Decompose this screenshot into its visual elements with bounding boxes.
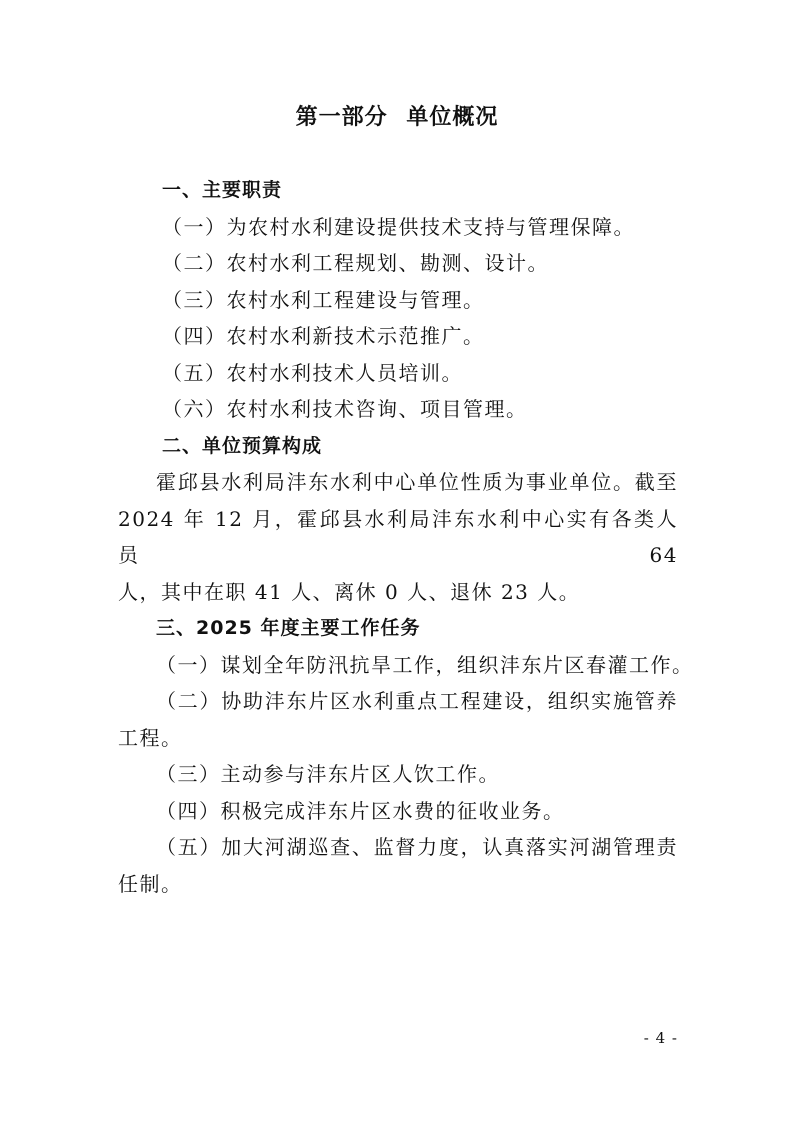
list-item: （四）农村水利新技术示范推广。 — [162, 324, 485, 348]
list-item: （二）协助沣东片区水利重点工程建设，组织实施管养 — [156, 689, 678, 713]
paragraph-line: 人，其中在职 41 人、离休 0 人、退休 23 人。 — [118, 579, 581, 604]
list-item: （三）农村水利工程建设与管理。 — [162, 287, 485, 312]
page-title: 第一部分 单位概况 — [295, 105, 499, 130]
list-item: （五）加大河湖巡查、监督力度，认真落实河湖管理责 — [156, 835, 678, 859]
list-item: （一）为农村水利建设提供技术支持与管理保障。 — [162, 214, 635, 239]
section-heading-budget-composition: 二、单位预算构成 — [162, 434, 323, 457]
list-item: （二）农村水利工程规划、勘测、设计。 — [162, 251, 549, 275]
section-heading-work-tasks: 三、2025 年度主要工作任务 — [156, 617, 421, 639]
section-heading-responsibilities: 一、主要职责 — [162, 179, 283, 201]
list-item: （一）谋划全年防汛抗旱工作，组织沣东片区春灌工作。 — [156, 652, 694, 677]
list-item-continuation: 任制。 — [118, 871, 183, 896]
paragraph-line: 2024 年 12 月，霍邱县水利局沣东水利中心实有各类人员 64 — [118, 506, 678, 567]
paragraph-line: 霍邱县水利局沣东水利中心单位性质为事业单位。截至 — [156, 470, 678, 494]
list-item: （四）积极完成沣东片区水费的征收业务。 — [156, 798, 565, 823]
document-body — [118, 172, 694, 902]
list-item: （六）农村水利技术咨询、项目管理。 — [162, 397, 528, 421]
page-number: - 4 - — [643, 1029, 678, 1047]
list-item: （三）主动参与沣东片区人饮工作。 — [156, 762, 500, 786]
list-item-continuation: 工程。 — [118, 725, 183, 750]
list-item: （五）农村水利技术人员培训。 — [162, 360, 463, 385]
